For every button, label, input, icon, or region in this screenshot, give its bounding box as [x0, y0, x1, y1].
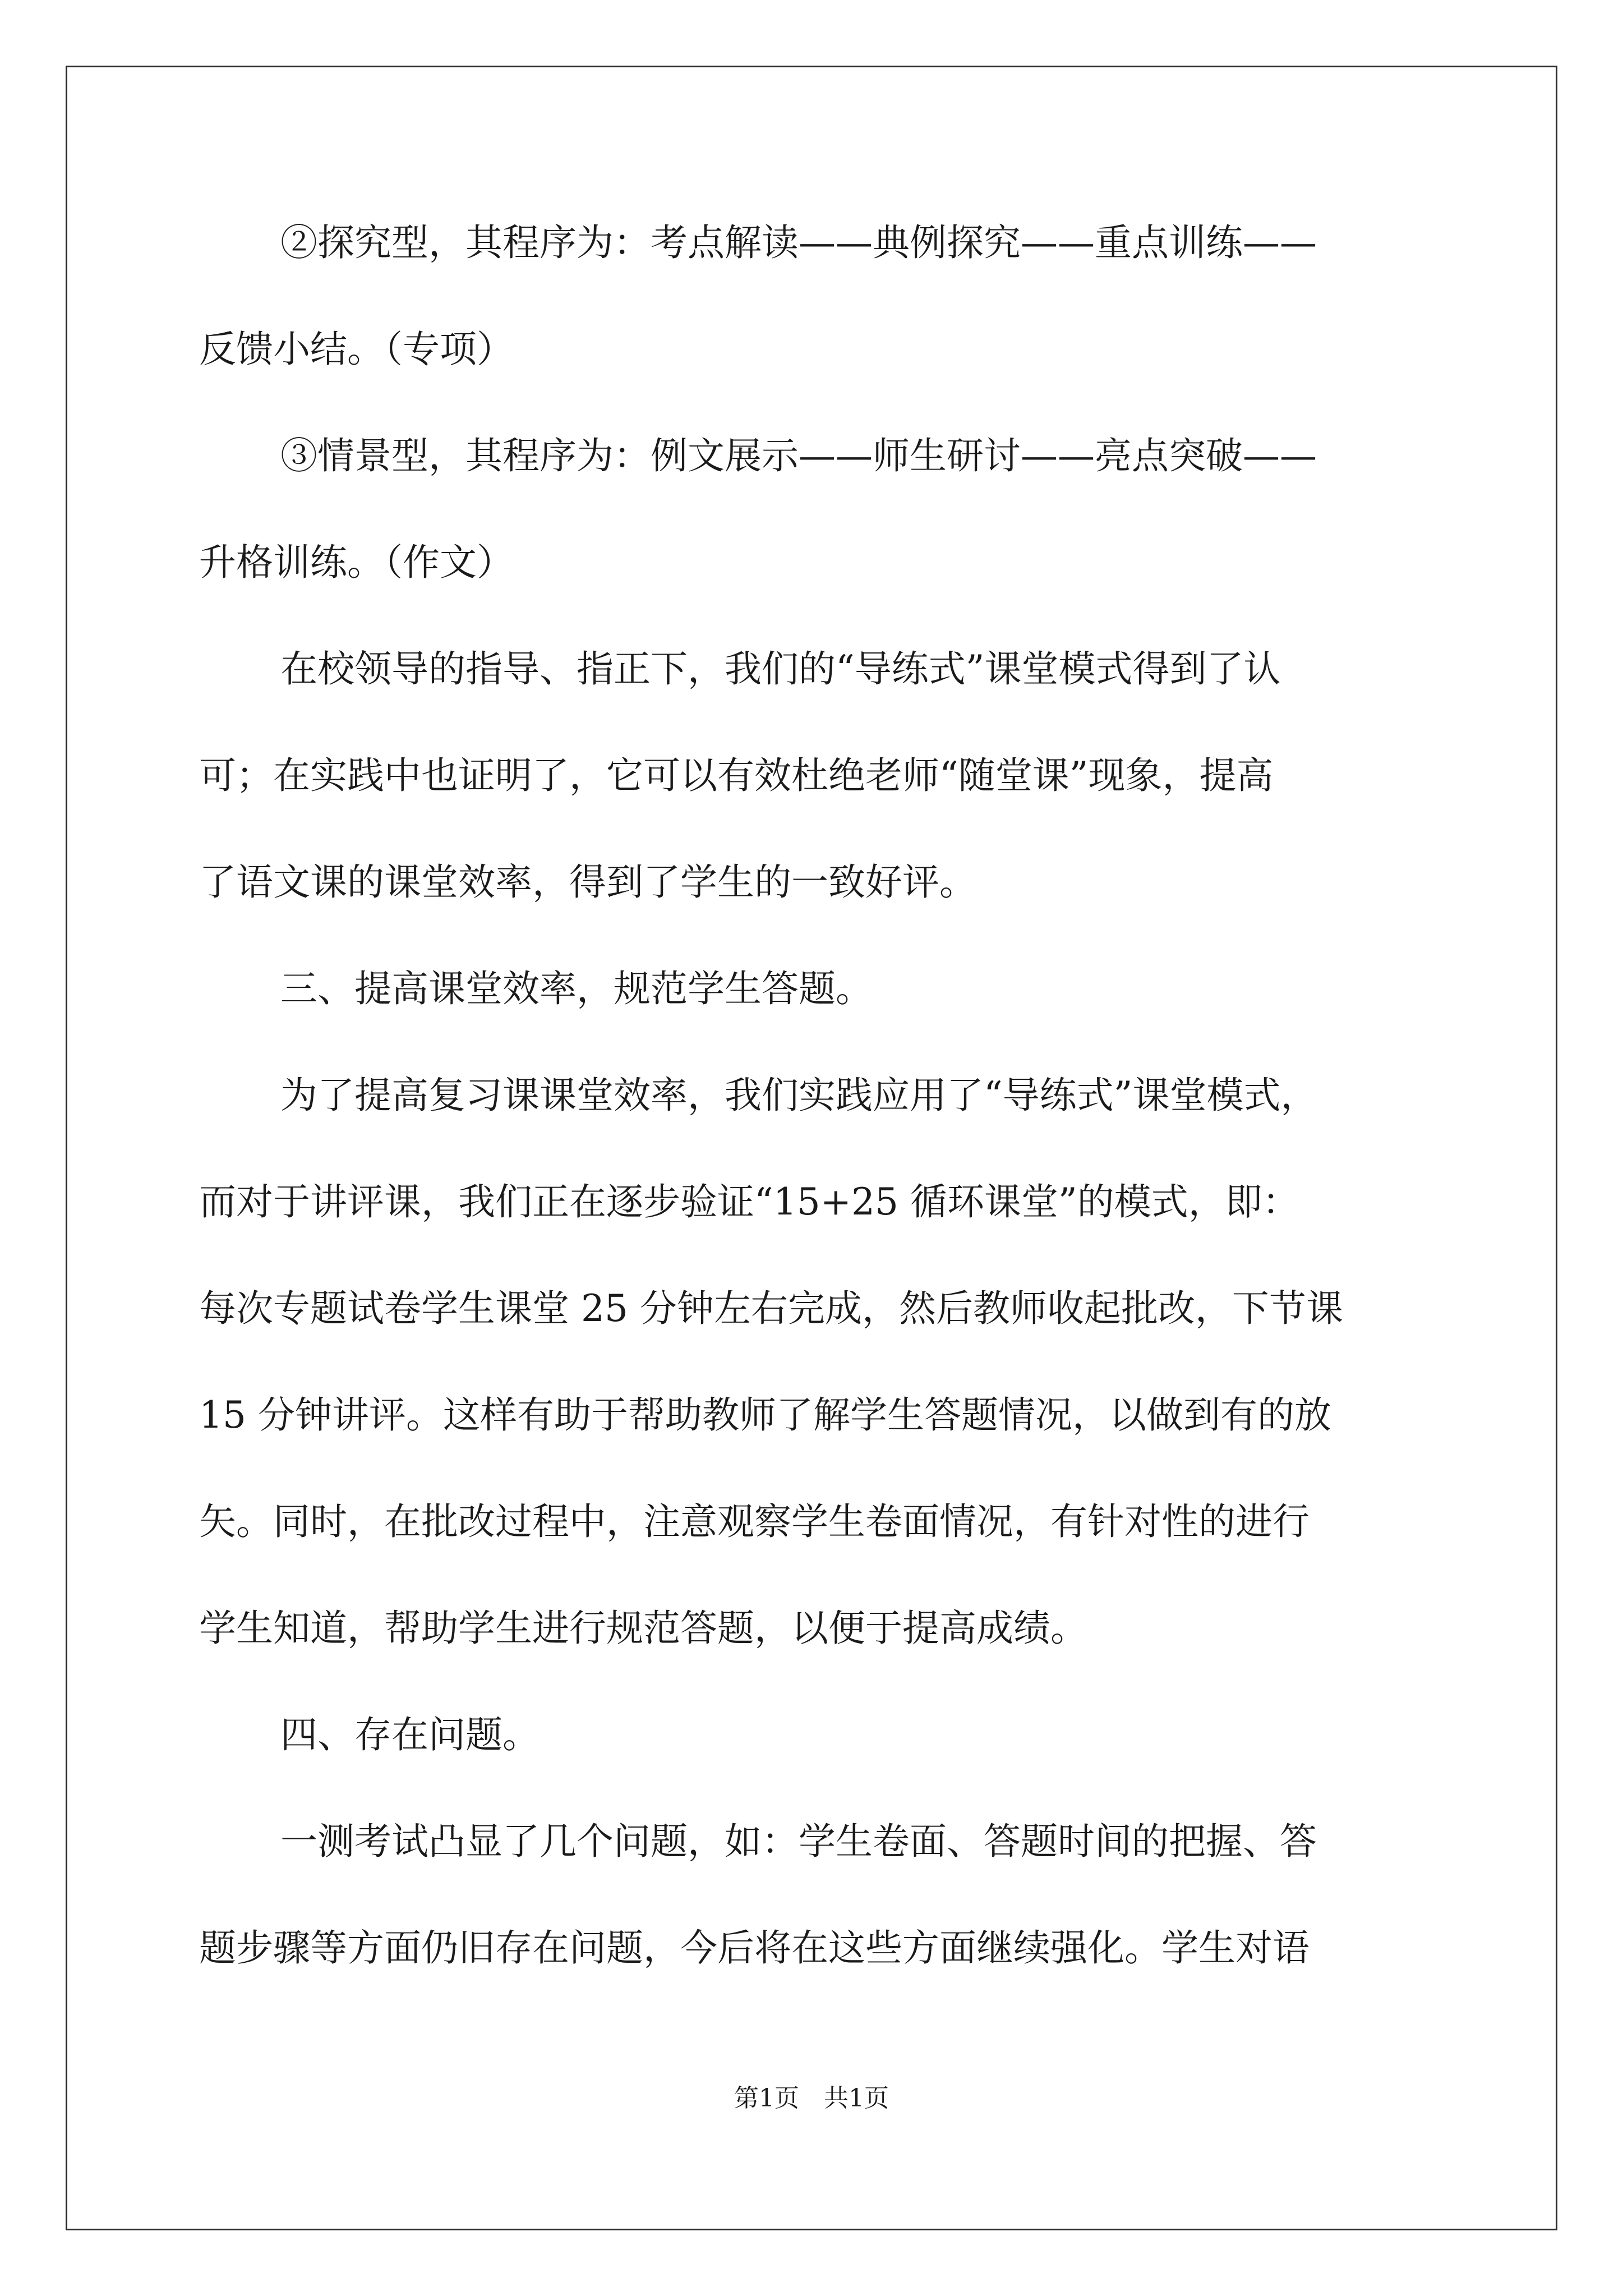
paragraph-line: 题步骤等方面仍旧存在问题，今后将在这些方面继续强化。学生对语 — [199, 1926, 1310, 1970]
paragraph-line: 在校领导的指导、指正下，我们的“导练式”课堂模式得到了认 — [280, 647, 1281, 691]
paragraph-line: 了语文课的课堂效率，得到了学生的一致好评。 — [199, 861, 976, 904]
paragraph-line: 每次专题试卷学生课堂 25 分钟左右完成，然后教师收起批改，下节课 — [199, 1287, 1343, 1330]
paragraph-line: 为了提高复习课课堂效率，我们实践应用了“导练式”课堂模式， — [280, 1074, 1318, 1117]
paragraph-line: 反馈小结。（专项） — [199, 328, 514, 371]
section-heading: 四、存在问题。 — [280, 1713, 540, 1756]
paragraph-line: 15 分钟讲评。这样有助于帮助教师了解学生答题情况，以做到有的放 — [199, 1393, 1331, 1437]
page-border — [66, 66, 1557, 2230]
paragraph-line: 矢。同时，在批改过程中，注意观察学生卷面情况，有针对性的进行 — [199, 1500, 1310, 1543]
paragraph-line: 而对于讲评课，我们正在逐步验证“15+25 循环课堂”的模式，即： — [199, 1180, 1299, 1223]
paragraph-line: 升格训练。（作文） — [199, 541, 514, 584]
paragraph-line: 可；在实践中也证明了，它可以有效杜绝老师“随堂课”现象，提高 — [199, 754, 1274, 797]
paragraph-line: 一测考试凸显了几个问题，如：学生卷面、答题时间的把握、答 — [280, 1820, 1317, 1863]
section-heading: 三、提高课堂效率，规范学生答题。 — [280, 967, 873, 1010]
paragraph-line: ③情景型，其程序为：例文展示——师生研讨——亮点突破—— — [280, 434, 1317, 477]
page-footer: 第1页 共1页 — [734, 2084, 889, 2113]
paragraph-line: ②探究型，其程序为：考点解读——典例探究——重点训练—— — [280, 221, 1317, 264]
paragraph-line: 学生知道，帮助学生进行规范答题，以便于提高成绩。 — [199, 1607, 1087, 1650]
